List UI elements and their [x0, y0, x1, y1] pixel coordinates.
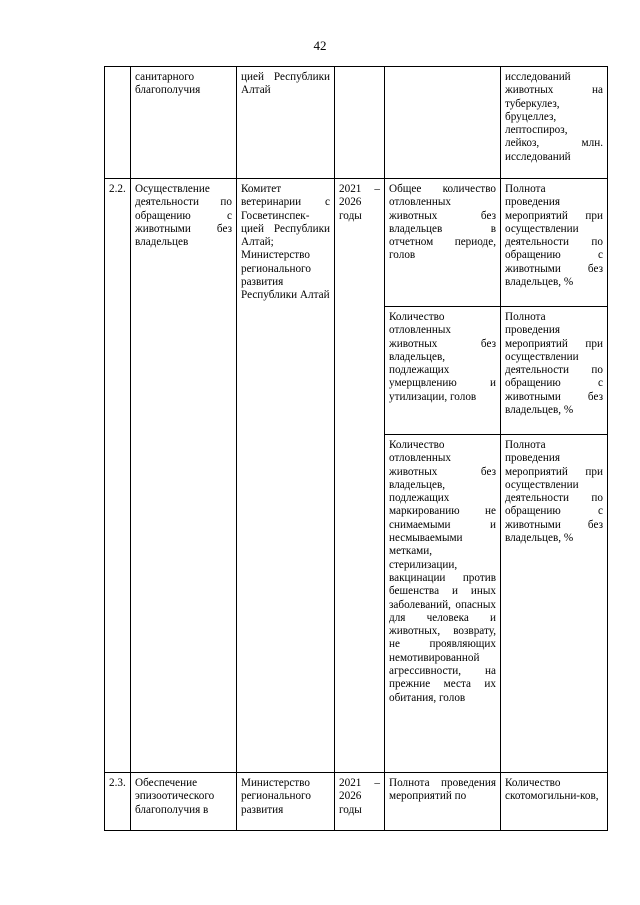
goal-cell: Полнота проведения мероприятий при осуществлении деятельности по обращению с животными без владельцев, % [501, 307, 608, 435]
row-number-cell [105, 67, 131, 179]
indicator-cell [385, 67, 501, 179]
goal-cell: Полнота проведения мероприятий при осуществлении деятельности по обращению с животными без владельцев, % [501, 179, 608, 307]
measure-cell: санитарного благополучия [131, 67, 237, 179]
table-row [105, 179, 608, 307]
goal-cell: Полнота проведения мероприятий при осуществлении деятельности по обращению с животными без владельцев, % [501, 435, 608, 773]
measure-cell: Осуществление деятельности по обращению с животными без владельцев [131, 179, 237, 773]
goal-cell: Количество скотомогильни-ков, [501, 773, 608, 831]
indicator-cell: Полнота проведения мероприятий по [385, 773, 501, 831]
period-cell [335, 67, 385, 179]
row-number-cell: 2.3. [105, 773, 131, 831]
indicator-cell: Количество отловленных животных без владельцев, подлежащих маркированию не снимаемыми и несмываемыми метками, стерилизации, вакцинации против бешенства и иных заболеваний, опасных для человека и животных, возврату, не проявляющих немотивированной агрессивности, на прежние места их обитания, голов [385, 435, 501, 773]
page-number: 42 [313, 38, 327, 53]
table-row [105, 67, 608, 179]
table-row [105, 773, 608, 831]
period-cell: 2021 – 2026 годы [335, 773, 385, 831]
program-measures-table [104, 66, 608, 831]
indicator-cell: Общее количество отловленных животных без владельцев в отчетном периоде, голов [385, 179, 501, 307]
executor-cell: цией Республики Алтай [237, 67, 335, 179]
row-number-cell: 2.2. [105, 179, 131, 773]
indicator-cell: Количество отловленных животных без владельцев, подлежащих умерщвлению и утилизации, голов [385, 307, 501, 435]
executor-cell: Комитет ветеринарии с Госветинспек-цией Республики Алтай; Министерство регионального развития Республики Алтай [237, 179, 335, 773]
executor-cell: Министерство регионального развития [237, 773, 335, 831]
goal-cell: исследований животных на туберкулез, бруцеллез, лептоспироз, лейкоз, млн. исследований [501, 67, 608, 179]
measure-cell: Обеспечение эпизоотического благополучия в [131, 773, 237, 831]
period-cell: 2021 – 2026 годы [335, 179, 385, 773]
